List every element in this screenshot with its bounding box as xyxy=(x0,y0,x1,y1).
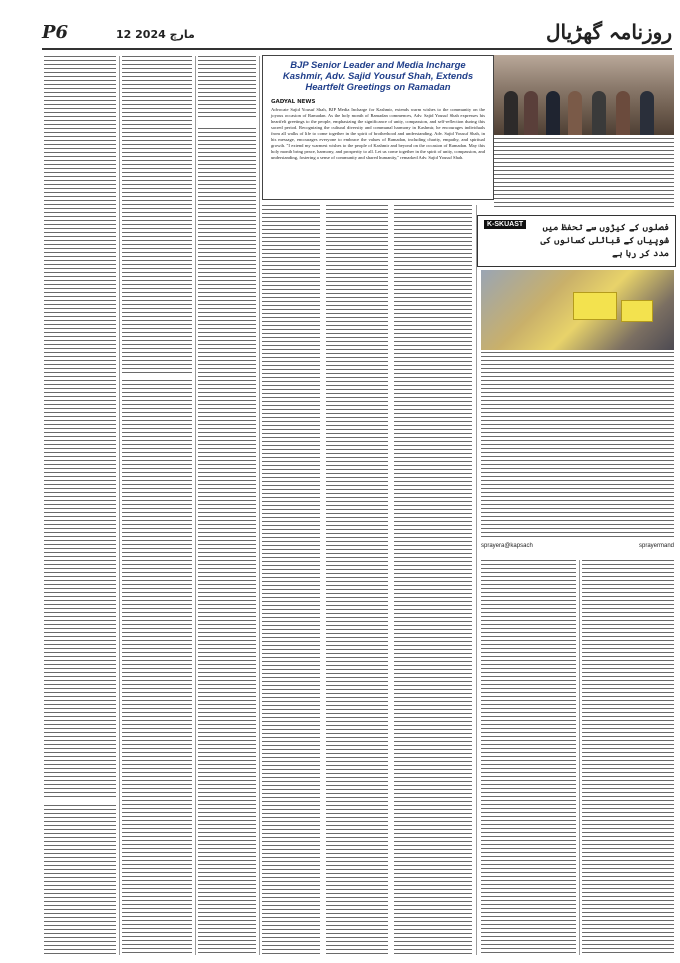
page-number: P6 xyxy=(42,22,69,43)
column-rule xyxy=(579,560,580,955)
urdu-column-3 xyxy=(198,56,256,119)
urdu-column-4 xyxy=(262,205,320,955)
article-title: BJP Senior Leader and Media Incharge Kashmir, Adv. Sajid Yousuf Shah, Extends Heartfelt Greetings on Ramadan xyxy=(282,60,474,93)
column-rule xyxy=(119,56,120,955)
column-rule xyxy=(259,56,260,955)
urdu-column-1 xyxy=(44,56,116,798)
urdu-column-10 xyxy=(582,560,674,955)
feature-label: K-SKUAST xyxy=(484,220,526,229)
urdu-column-8 xyxy=(481,352,674,540)
email-left: sprayera@kapsach xyxy=(481,543,533,549)
urdu-column-3b xyxy=(198,128,256,955)
urdu-column-6 xyxy=(394,205,472,955)
feature-headline: فصلوں کے کیڑوں سے تحفظ میں شوپیاں کے قبائلی کسانوں کی مدد کر رہا ہے xyxy=(540,223,669,259)
page-header xyxy=(42,22,672,50)
urdu-column-5 xyxy=(326,205,388,955)
farmers-photo xyxy=(481,270,674,350)
column-rule xyxy=(195,56,196,955)
email-right: sprayermand xyxy=(638,543,674,549)
urdu-column-9 xyxy=(481,560,576,955)
article-dateline: GADYAL NEWS xyxy=(271,99,316,105)
masthead: روزنامہ گھڑیال xyxy=(546,20,672,44)
english-article xyxy=(262,55,494,200)
article-body: Advocate Sajid Yousuf Shah, BJP Media Incharge for Kashmir, extends warm wishes to the community on the joyous occasion of Ramadan. As the holy month of Ramadan commences, Adv. Sajid Yousuf Shah expresses his heartfelt greetings to the people, emphasizing the significance of unity, compassion, and self-reflection during this sacred period. Recognizing the cultural diversity and communal harmony in Kashmir, he encourages individuals from all walks of life to come together in the spirit of brotherhood and understanding. Adv. Sajid Yousuf Shah, in his message, encourages everyone to embrace the values of Ramadan, including charity, empathy, and spiritual growth. "I extend my warmest wishes to the people of Kashmir and beyond on the occasion of Ramadan. May this holy month bring peace, harmony, and prosperity to all. Let us come together in the spirit of unity, compassion, and understanding, fostering a sense of community and shared humanity," remarked Adv. Sajid Yousuf Shah. xyxy=(271,107,485,160)
people-photo xyxy=(494,55,674,135)
email-line xyxy=(481,543,674,552)
urdu-column-7 xyxy=(494,138,674,210)
urdu-column-2b xyxy=(122,380,192,955)
urdu-column-1b xyxy=(44,805,116,955)
feature-headline-box xyxy=(477,215,676,267)
issue-date: 12 مارچ 2024 xyxy=(116,28,195,41)
urdu-column-2 xyxy=(122,56,192,374)
column-rule xyxy=(476,205,477,955)
